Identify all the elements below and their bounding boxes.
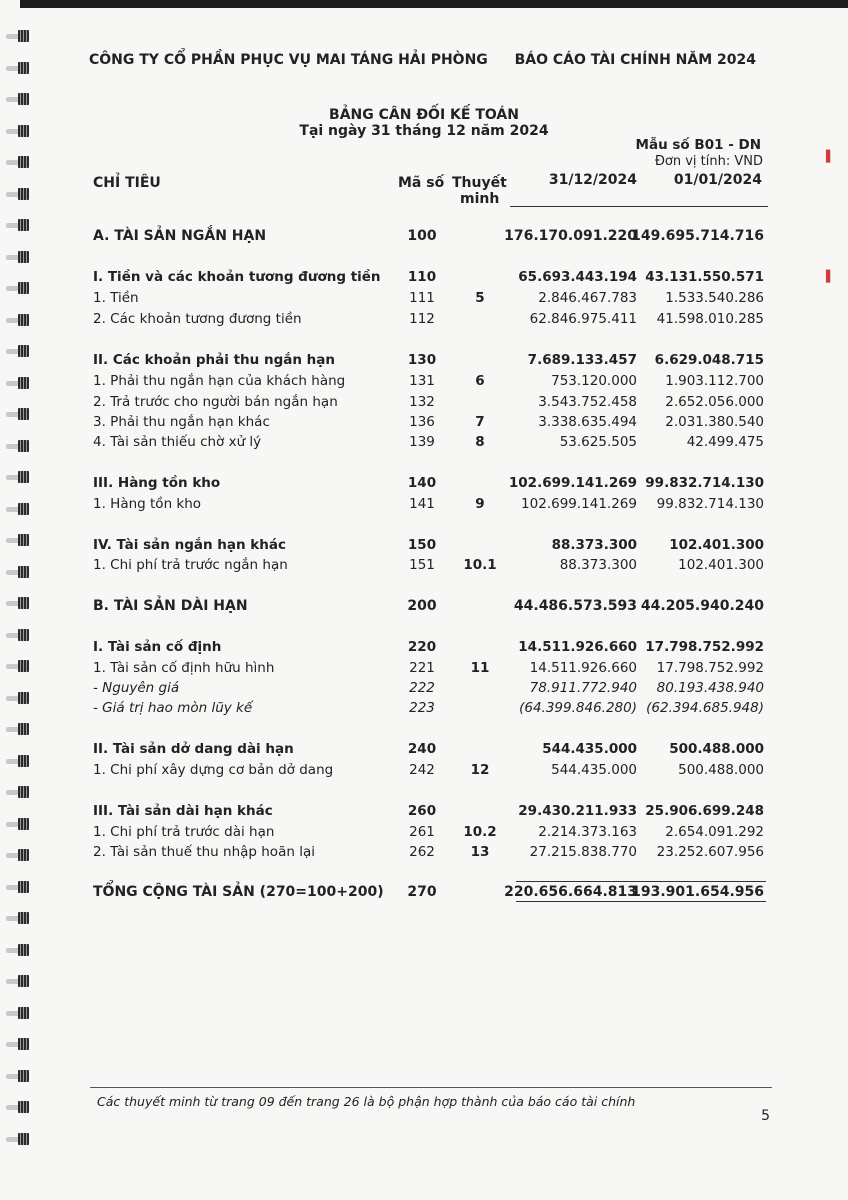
row-value-2024-01-01: 1.903.112.700 — [665, 373, 764, 389]
binding-ring — [6, 1070, 30, 1082]
table-row — [0, 352, 848, 372]
binding-ring — [6, 1038, 30, 1050]
row-value-2024-12-31: 176.170.091.220 — [504, 228, 637, 244]
table-row — [0, 803, 848, 823]
total-top-rule — [516, 881, 766, 882]
table-row — [0, 741, 848, 761]
row-value-2024-01-01: (62.394.685.948) — [646, 700, 764, 716]
row-label: III. Tài sản dài hạn khác — [93, 803, 273, 819]
row-value-2024-12-31: 62.846.975.411 — [529, 311, 637, 327]
row-value-2024-12-31: 29.430.211.933 — [518, 803, 637, 819]
row-value-2024-01-01: 17.798.752.992 — [656, 660, 764, 676]
row-value-2024-01-01: 99.832.714.130 — [645, 475, 764, 491]
row-code: 110 — [407, 269, 437, 285]
row-label: 1. Chi phí xây dựng cơ bản dở dang — [93, 762, 334, 778]
row-label: I. Tài sản cố định — [93, 639, 222, 655]
column-header-note-2: minh — [460, 191, 500, 207]
row-code: 270 — [407, 884, 437, 900]
row-code: 130 — [407, 352, 437, 368]
column-header-item: CHỈ TIÊU — [93, 175, 161, 191]
form-number: Mẫu số B01 - DN — [635, 137, 761, 153]
currency-unit: Đơn vị tính: VND — [654, 154, 763, 169]
row-value-2024-12-31: 2.214.373.163 — [538, 824, 637, 840]
row-value-2024-01-01: 43.131.550.571 — [645, 269, 764, 285]
row-code: 111 — [409, 290, 435, 306]
row-value-2024-12-31: 753.120.000 — [551, 373, 637, 389]
row-value-2024-12-31: 220.656.664.813 — [504, 884, 637, 900]
table-row — [0, 434, 848, 454]
row-code: 221 — [409, 660, 435, 676]
row-label: 2. Trả trước cho người bán ngắn hạn — [93, 394, 338, 410]
row-value-2024-12-31: 53.625.505 — [559, 434, 637, 450]
row-value-2024-01-01: 6.629.048.715 — [654, 352, 764, 368]
row-value-2024-01-01: 44.205.940.240 — [640, 598, 764, 614]
binding-ring — [6, 1133, 30, 1145]
row-value-2024-01-01: 2.652.056.000 — [665, 394, 764, 410]
column-header-period-end: 31/12/2024 — [548, 172, 637, 188]
row-code: 261 — [409, 824, 435, 840]
table-row — [0, 537, 848, 557]
row-value-2024-12-31: 3.543.752.458 — [538, 394, 637, 410]
row-code: 151 — [409, 557, 435, 573]
row-note: 8 — [475, 434, 485, 450]
table-row — [0, 414, 848, 434]
binding-ring — [6, 975, 30, 987]
row-value-2024-12-31: 102.699.141.269 — [508, 475, 637, 491]
row-note: 7 — [475, 414, 485, 430]
column-header-period-start: 01/01/2024 — [673, 172, 762, 188]
total-bottom-rule — [516, 901, 766, 902]
table-row — [0, 762, 848, 782]
row-note: 13 — [470, 844, 490, 860]
row-code: 200 — [407, 598, 437, 614]
row-value-2024-01-01: 102.401.300 — [669, 537, 764, 553]
row-value-2024-12-31: 7.689.133.457 — [527, 352, 637, 368]
row-value-2024-01-01: 99.832.714.130 — [656, 496, 764, 512]
column-header-note: Thuyết — [452, 175, 507, 191]
table-row — [0, 660, 848, 680]
row-value-2024-01-01: 193.901.654.956 — [631, 884, 764, 900]
row-label: 1. Hàng tồn kho — [93, 496, 202, 512]
row-note: 11 — [470, 660, 490, 676]
table-row — [0, 598, 848, 618]
row-label: - Giá trị hao mòn lũy kế — [93, 700, 253, 716]
row-label: - Nguyên giá — [93, 680, 180, 696]
table-row — [0, 844, 848, 864]
row-note: 10.2 — [463, 824, 497, 840]
binding-ring — [6, 723, 30, 735]
row-label: TỔNG CỘNG TÀI SẢN (270=100+200) — [93, 884, 384, 900]
row-note: 5 — [475, 290, 485, 306]
row-code: 100 — [407, 228, 437, 244]
row-value-2024-12-31: 3.338.635.494 — [538, 414, 637, 430]
row-value-2024-12-31: 544.435.000 — [542, 741, 637, 757]
row-label: 1. Phải thu ngắn hạn của khách hàng — [93, 373, 346, 389]
row-value-2024-12-31: 544.435.000 — [551, 762, 637, 778]
row-value-2024-01-01: 2.654.091.292 — [665, 824, 764, 840]
table-row — [0, 290, 848, 310]
row-label: IV. Tài sản ngắn hạn khác — [93, 537, 287, 553]
row-label: 4. Tài sản thiếu chờ xử lý — [93, 434, 262, 450]
row-value-2024-01-01: 42.499.475 — [686, 434, 764, 450]
row-value-2024-01-01: 41.598.010.285 — [656, 311, 764, 327]
table-row — [0, 269, 848, 289]
row-value-2024-01-01: 17.798.752.992 — [645, 639, 764, 655]
binding-ring — [6, 62, 30, 74]
table-row — [0, 639, 848, 659]
table-row — [0, 824, 848, 844]
row-value-2024-01-01: 1.533.540.286 — [665, 290, 764, 306]
red-stamp-mark: ▌ — [826, 150, 835, 163]
row-label: 2. Các khoản tương đương tiền — [93, 311, 302, 327]
table-row — [0, 496, 848, 516]
row-value-2024-01-01: 149.695.714.716 — [631, 228, 764, 244]
row-label: I. Tiền và các khoản tương đương tiền — [93, 269, 381, 285]
row-value-2024-12-31: 2.846.467.783 — [538, 290, 637, 306]
row-code: 150 — [407, 537, 437, 553]
row-note: 12 — [470, 762, 490, 778]
row-value-2024-01-01: 102.401.300 — [678, 557, 764, 573]
row-value-2024-12-31: 88.373.300 — [551, 537, 637, 553]
row-value-2024-12-31: 65.693.443.194 — [518, 269, 637, 285]
row-code: 141 — [409, 496, 435, 512]
row-label: II. Các khoản phải thu ngắn hạn — [93, 352, 335, 368]
row-value-2024-01-01: 80.193.438.940 — [656, 680, 764, 696]
row-note: 10.1 — [463, 557, 497, 573]
row-code: 223 — [409, 700, 435, 716]
binding-ring — [6, 156, 30, 168]
row-code: 136 — [409, 414, 435, 430]
table-row — [0, 394, 848, 414]
row-value-2024-01-01: 500.488.000 — [678, 762, 764, 778]
row-code: 140 — [407, 475, 437, 491]
row-value-2024-01-01: 2.031.380.540 — [665, 414, 764, 430]
scan-top-edge — [20, 0, 848, 8]
row-value-2024-01-01: 25.906.699.248 — [645, 803, 764, 819]
red-stamp-mark: ▌ — [826, 270, 835, 283]
table-row — [0, 228, 848, 248]
row-code: 112 — [409, 311, 435, 327]
binding-ring — [6, 93, 30, 105]
report-title: BÁO CÁO TÀI CHÍNH NĂM 2024 — [514, 52, 756, 68]
row-label: A. TÀI SẢN NGẮN HẠN — [93, 228, 267, 244]
row-code: 260 — [407, 803, 437, 819]
row-value-2024-12-31: 27.215.838.770 — [529, 844, 637, 860]
binding-ring — [6, 912, 30, 924]
binding-ring — [6, 251, 30, 263]
table-row — [0, 373, 848, 393]
row-code: 220 — [407, 639, 437, 655]
page-number: 5 — [761, 1108, 770, 1124]
table-row — [0, 680, 848, 700]
row-label: 3. Phải thu ngắn hạn khác — [93, 414, 270, 430]
row-label: II. Tài sản dở dang dài hạn — [93, 741, 294, 757]
company-name: CÔNG TY CỔ PHẦN PHỤC VỤ MAI TÁNG HẢI PHÒNG — [89, 52, 488, 68]
row-code: 131 — [409, 373, 435, 389]
binding-ring — [6, 786, 30, 798]
row-code: 132 — [409, 394, 435, 410]
row-code: 262 — [409, 844, 435, 860]
row-label: 2. Tài sản thuế thu nhập hoãn lại — [93, 844, 315, 860]
row-value-2024-12-31: 14.511.926.660 — [518, 639, 637, 655]
binding-ring — [6, 1101, 30, 1113]
statement-title: BẢNG CÂN ĐỐI KẾ TOÁN — [329, 107, 519, 123]
binding-ring — [6, 1007, 30, 1019]
table-row — [0, 311, 848, 331]
table-row — [0, 475, 848, 495]
row-label: 1. Chi phí trả trước dài hạn — [93, 824, 275, 840]
row-note: 6 — [475, 373, 485, 389]
table-row — [0, 700, 848, 720]
row-value-2024-01-01: 500.488.000 — [669, 741, 764, 757]
row-code: 242 — [409, 762, 435, 778]
row-code: 222 — [409, 680, 435, 696]
row-code: 139 — [409, 434, 435, 450]
column-header-code: Mã số — [398, 175, 445, 191]
row-label: 1. Tài sản cố định hữu hình — [93, 660, 275, 676]
row-label: III. Hàng tồn kho — [93, 475, 221, 491]
statement-date: Tại ngày 31 tháng 12 năm 2024 — [299, 123, 549, 139]
header-underline — [510, 206, 768, 207]
binding-ring — [6, 188, 30, 200]
row-label: 1. Tiền — [93, 290, 139, 306]
row-label: B. TÀI SẢN DÀI HẠN — [93, 598, 248, 614]
row-code: 240 — [407, 741, 437, 757]
footer-note: Các thuyết minh từ trang 09 đến trang 26 là bộ phận hợp thành của báo cáo tài chính — [97, 1094, 636, 1109]
row-value-2024-12-31: 78.911.772.940 — [529, 680, 637, 696]
footer-rule — [90, 1087, 772, 1088]
binding-ring — [6, 30, 30, 42]
row-note: 9 — [475, 496, 485, 512]
row-value-2024-12-31: 14.511.926.660 — [529, 660, 637, 676]
row-value-2024-12-31: (64.399.846.280) — [519, 700, 637, 716]
row-value-2024-12-31: 88.373.300 — [559, 557, 637, 573]
row-value-2024-12-31: 44.486.573.593 — [513, 598, 637, 614]
row-label: 1. Chi phí trả trước ngắn hạn — [93, 557, 288, 573]
binding-ring — [6, 944, 30, 956]
row-value-2024-12-31: 102.699.141.269 — [521, 496, 637, 512]
table-row — [0, 557, 848, 577]
row-value-2024-01-01: 23.252.607.956 — [656, 844, 764, 860]
